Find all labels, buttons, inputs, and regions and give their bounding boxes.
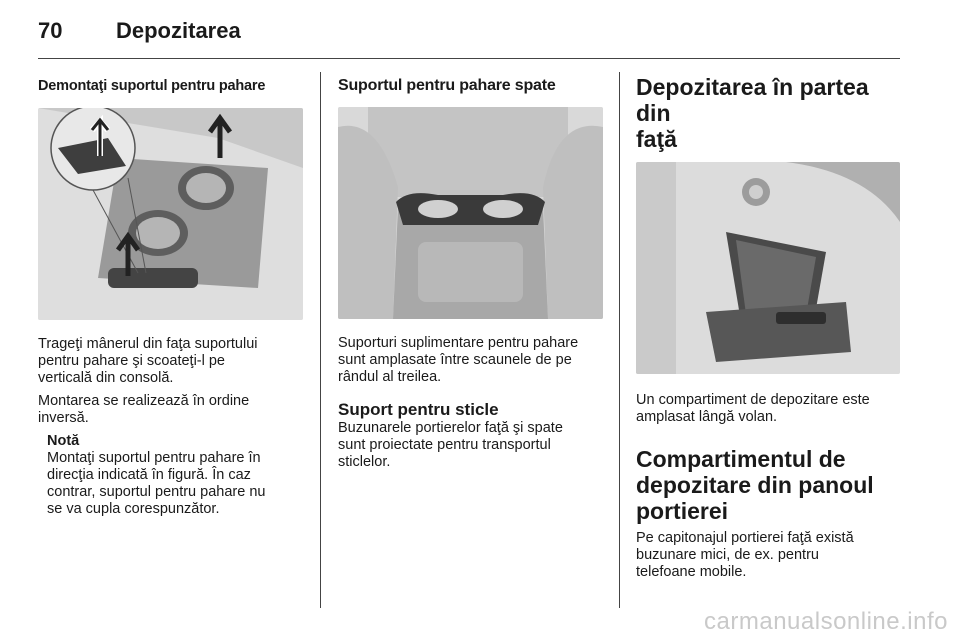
column-divider-2 — [619, 72, 620, 608]
chapter-title: Depozitarea — [116, 18, 241, 43]
paragraph-line: Montarea se realizează în ordine — [38, 393, 250, 409]
note-line: Montaţi suportul pentru pahare în — [47, 450, 261, 466]
paragraph-line: rândul al treilea. — [338, 369, 442, 385]
header-rule — [38, 58, 900, 59]
note-block — [47, 433, 303, 518]
subheading-bottle-holder: Suport pentru sticle — [338, 400, 499, 419]
paragraph-line: sticlelor. — [338, 454, 391, 470]
paragraph-line: telefoane mobile. — [636, 564, 747, 580]
heading-line: Depozitarea în partea din — [636, 74, 869, 126]
section-heading-door-storage — [636, 446, 900, 524]
paragraph-line: pentru pahare şi scoateţi-l pe — [38, 353, 225, 369]
section-heading-rear-cup-holder: Suportul pentru pahare spate — [338, 77, 556, 94]
column-1 — [38, 74, 303, 518]
paragraph-line: Un compartiment de depozitare este — [636, 392, 870, 408]
figure-cup-holder-removal — [38, 108, 303, 320]
paragraph-line: inversă. — [38, 410, 89, 426]
figure-rear-cup-holder — [338, 107, 603, 319]
heading-line: portierei — [636, 498, 729, 524]
paragraph-line: sunt proiectate pentru transportul — [338, 437, 551, 453]
note-line: se va cupla corespunzător. — [47, 501, 220, 517]
paragraph-line: Suporturi suplimentare pentru pahare — [338, 335, 579, 351]
section-heading-remove-cup-holder: Demontaţi suportul pentru pahare — [38, 78, 266, 94]
paragraph-line: verticală din consolă. — [38, 370, 174, 386]
note-line: direcţia indicată în figură. În caz — [47, 467, 251, 483]
column-divider-1 — [320, 72, 321, 608]
section-heading-front-storage — [636, 74, 900, 152]
figure-front-storage — [636, 162, 900, 374]
heading-line: depozitare din panoul — [636, 472, 874, 498]
note-line: contrar, suportul pentru pahare nu — [47, 484, 266, 500]
page-number: 70 — [38, 18, 63, 43]
rear-cup-holder-icon — [338, 107, 603, 319]
paragraph-line: amplasat lângă volan. — [636, 409, 778, 425]
paragraph-line: Buzunarele portierelor faţă şi spate — [338, 420, 563, 436]
column-2 — [338, 74, 603, 471]
note-title: Notă — [47, 433, 80, 449]
paragraph-line: sunt amplasate între scaunele de pe — [338, 352, 572, 368]
heading-line: Compartimentul de — [636, 446, 846, 472]
paragraph-line: Pe capitonajul portierei faţă există — [636, 530, 854, 546]
cup-holder-removal-icon — [38, 108, 303, 320]
front-storage-compartment-icon — [636, 162, 900, 374]
paragraph-line: buzunare mici, de ex. pentru — [636, 547, 819, 563]
paragraph-line: Trageţi mânerul din faţa suportului — [38, 336, 258, 352]
column-3 — [636, 74, 900, 581]
heading-line: faţă — [636, 126, 677, 152]
watermark: carmanualsonline.info — [704, 608, 948, 635]
